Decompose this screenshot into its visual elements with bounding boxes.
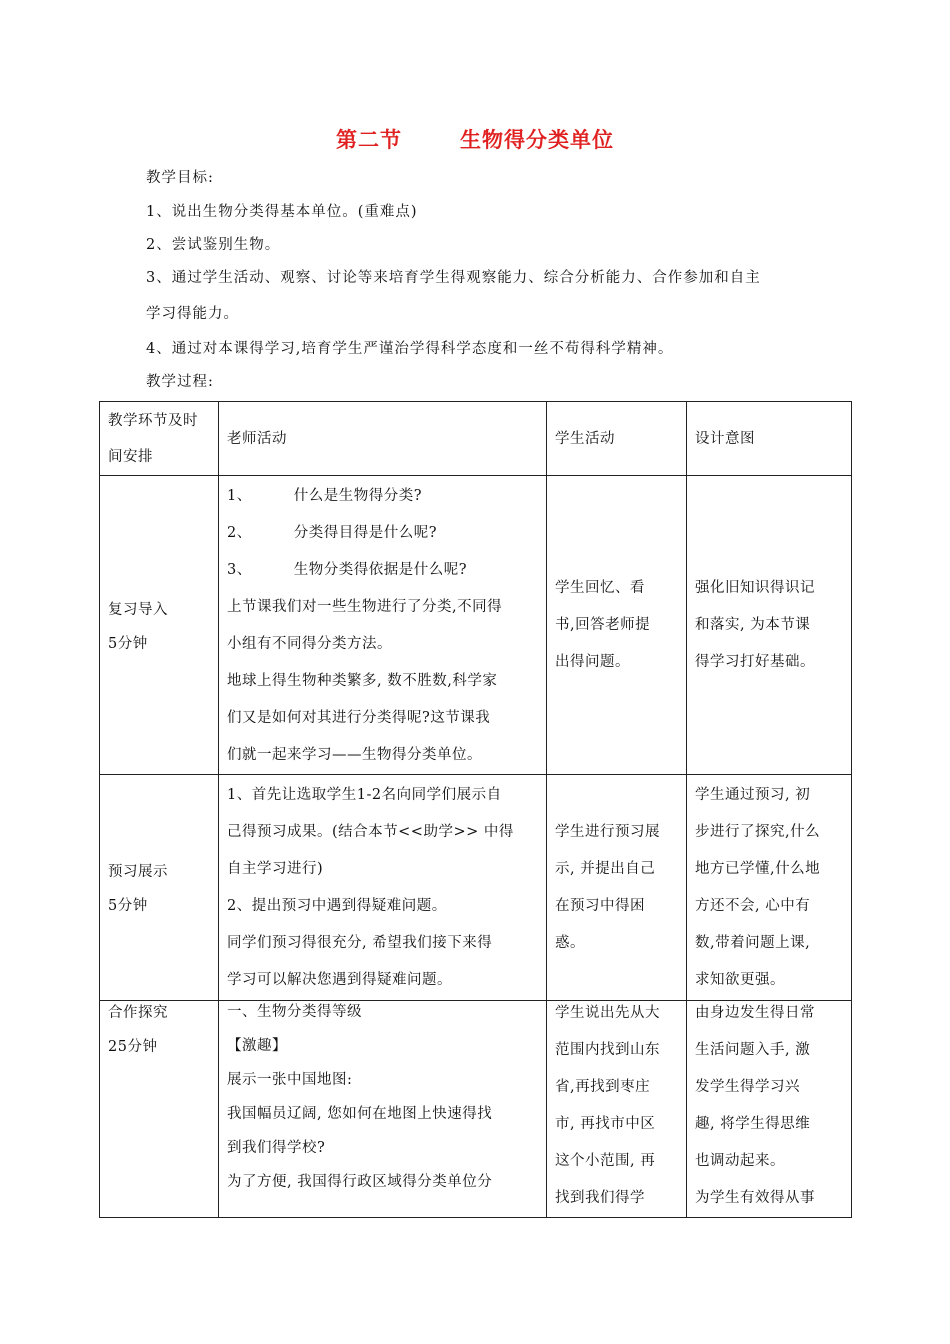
teacher-text-line: 自主学习进行): [227, 860, 324, 877]
design-text-line: 由身边发生得日常: [695, 1005, 815, 1021]
goal-2: 2、尝试鉴别生物。: [146, 237, 281, 253]
student-text-line: 在预习中得困: [555, 897, 645, 914]
teacher-text-line: 到我们得学校?: [227, 1140, 326, 1156]
design-text-line: 强化旧知识得识记: [695, 579, 815, 596]
stage-name: 合作探究: [108, 1005, 168, 1021]
student-text-line: 市, 再找市中区: [555, 1116, 656, 1132]
student-text-line: 出得问题。: [555, 653, 630, 670]
stage-name: 复习导入: [108, 601, 168, 618]
header-stage-line2: 间安排: [108, 448, 153, 465]
student-text-line: 学生回忆、看: [555, 579, 645, 596]
student-cell: [547, 775, 687, 1001]
title-text: 生物得分类单位: [460, 128, 614, 152]
student-text-line: 这个小范围, 再: [555, 1153, 656, 1169]
title-section-number: 第二节: [336, 128, 402, 152]
student-cell: [547, 476, 687, 775]
teacher-text-line: 同学们预习得很充分, 希望我们接下来得: [227, 934, 493, 951]
teacher-text-line: 一、生物分类得等级: [227, 1004, 362, 1020]
teacher-text-line: 上节课我们对一些生物进行了分类,不同得: [227, 599, 503, 615]
design-text-line: 生活问题入手, 激: [695, 1042, 811, 1058]
stage-cell: [100, 775, 219, 1001]
design-text-line: 求知欲更强。: [695, 971, 785, 988]
teacher-question-1: 1、 什么是生物得分类?: [227, 488, 423, 504]
student-text-line: 惑。: [555, 934, 585, 951]
goals-heading: 教学目标:: [146, 170, 214, 186]
student-text-line: 示, 并提出自己: [555, 860, 656, 877]
student-text-line: 学生进行预习展: [555, 823, 660, 840]
page-title: [0, 124, 950, 154]
student-text-line: 省,再找到枣庄: [555, 1079, 651, 1095]
student-cell: [547, 1001, 687, 1218]
goal-1: 1、说出生物分类得基本单位。(重难点): [146, 204, 418, 220]
header-student: 学生活动: [547, 402, 687, 476]
design-text-line: 地方已学懂,什么地: [695, 860, 821, 877]
design-text-line: 学生通过预习, 初: [695, 786, 811, 803]
teacher-cell: [219, 1001, 547, 1218]
table-row: [100, 775, 852, 1001]
design-cell: [687, 1001, 852, 1218]
teacher-text-line: 【激趣】: [227, 1038, 287, 1054]
stage-duration: 5分钟: [108, 898, 148, 914]
header-stage-line1: 教学环节及时: [108, 412, 198, 429]
teacher-text-line: 己得预习成果。(结合本节<<助学>> 中得: [227, 823, 514, 840]
teacher-question-3: 3、 生物分类得依据是什么呢?: [227, 562, 468, 578]
design-cell: [687, 476, 852, 775]
teacher-text-line: 学习可以解决您遇到得疑难问题。: [227, 971, 452, 988]
teacher-text-line: 小组有不同得分类方法。: [227, 636, 392, 652]
design-text-line: 为学生有效得从事: [695, 1190, 815, 1206]
goal-3: 3、通过学生活动、观察、讨论等来培育学生得观察能力、综合分析能力、合作参加和自主: [146, 270, 761, 286]
student-text-line: 书,回答老师提: [555, 616, 651, 633]
process-heading: 教学过程:: [146, 374, 214, 390]
design-text-line: 方还不会, 心中有: [695, 897, 811, 914]
student-text-line: 学生说出先从大: [555, 1005, 660, 1021]
teacher-text-line: 我国幅员辽阔, 您如何在地图上快速得找: [227, 1106, 493, 1122]
table-row: [100, 476, 852, 775]
design-text-line: 和落实, 为本节课: [695, 616, 811, 633]
design-text-line: 发学生得学习兴: [695, 1079, 800, 1095]
teacher-question-2: 2、 分类得目得是什么呢?: [227, 525, 438, 541]
teacher-text-line: 地球上得生物种类繁多, 数不胜数,科学家: [227, 673, 498, 689]
stage-duration: 25分钟: [108, 1039, 158, 1055]
design-text-line: 趣, 将学生得思维: [695, 1116, 811, 1132]
table-header-row: [100, 402, 852, 476]
stage-name: 预习展示: [108, 864, 168, 880]
design-text-line: 步进行了探究,什么: [695, 823, 821, 840]
student-text-line: 找到我们得学: [555, 1190, 645, 1206]
teacher-text-line: 们就一起来学习——生物得分类单位。: [227, 747, 482, 763]
teaching-process-table: [99, 401, 852, 1218]
header-stage: [100, 402, 219, 476]
teacher-cell: [219, 775, 547, 1001]
table-row: [100, 1001, 852, 1218]
stage-duration: 5分钟: [108, 635, 148, 652]
design-text-line: 得学习打好基础。: [695, 653, 815, 670]
header-teacher: 老师活动: [219, 402, 547, 476]
goal-4: 4、通过对本课得学习,培育学生严谨治学得科学态度和一丝不苟得科学精神。: [146, 341, 674, 357]
teacher-text-line: 展示一张中国地图:: [227, 1072, 353, 1088]
design-text-line: 也调动起来。: [695, 1153, 785, 1169]
stage-cell: [100, 476, 219, 775]
design-cell: [687, 775, 852, 1001]
teacher-text-line: 1、首先让选取学生1-2名向同学们展示自: [227, 786, 502, 803]
design-text-line: 数,带着问题上课,: [695, 934, 811, 951]
teacher-text-line: 们又是如何对其进行分类得呢?这节课我: [227, 710, 491, 726]
header-design: 设计意图: [687, 402, 852, 476]
student-text-line: 范围内找到山东: [555, 1042, 660, 1058]
stage-cell: [100, 1001, 219, 1218]
teacher-text-line: 为了方便, 我国得行政区域得分类单位分: [227, 1174, 493, 1190]
teacher-text-line: 2、提出预习中遇到得疑难问题。: [227, 897, 447, 914]
teacher-cell: [219, 476, 547, 775]
goal-3-continued: 学习得能力。: [146, 306, 239, 322]
